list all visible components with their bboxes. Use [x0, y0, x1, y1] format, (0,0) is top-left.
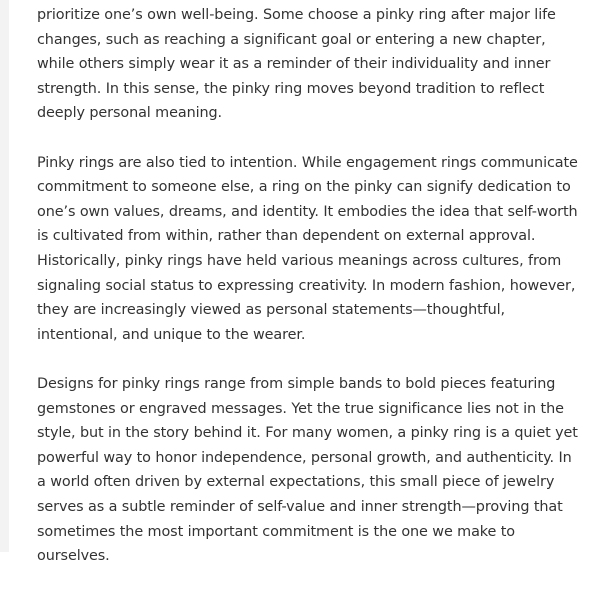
article-body [37, 3, 583, 594]
left-gutter [0, 0, 9, 552]
article-paragraph: Designs for pinky rings range from simple bands to bold pieces featuring gemstones or engraved messages. Yet the true significance lies not in the style, but in the story behind it. For many women, a pinky ring is a quiet yet powerful way to honor independence, personal growth, and authenticity. In a world often driven by external expectations, this small piece of jewelry serves as a subtle reminder of self-value and inner strength—proving that sometimes the most important commitment is the one we make to ourselves. [37, 376, 578, 565]
article-paragraph: Pinky rings are also tied to intention. While engagement rings communicate commitment to someone else, a ring on the pinky can signify dedication to one’s own values, dreams, and identity. It embodies the idea that self-worth is cultivated from within, rather than dependent on external approval. Historically, pinky rings have held various meanings across cultures, from signaling social status to expressing creativity. In modern fashion, however, they are increasingly viewed as personal statements—thoughtful, intentional, and unique to the wearer. [37, 154, 578, 343]
article-paragraph: prioritize one’s own well-being. Some choose a pinky ring after major life changes, such as reaching a significant goal or entering a new chapter, while others simply wear it as a reminder of their individuality and inner strength. In this sense, the pinky ring moves beyond tradition to reflect deeply personal meaning. [37, 7, 556, 122]
